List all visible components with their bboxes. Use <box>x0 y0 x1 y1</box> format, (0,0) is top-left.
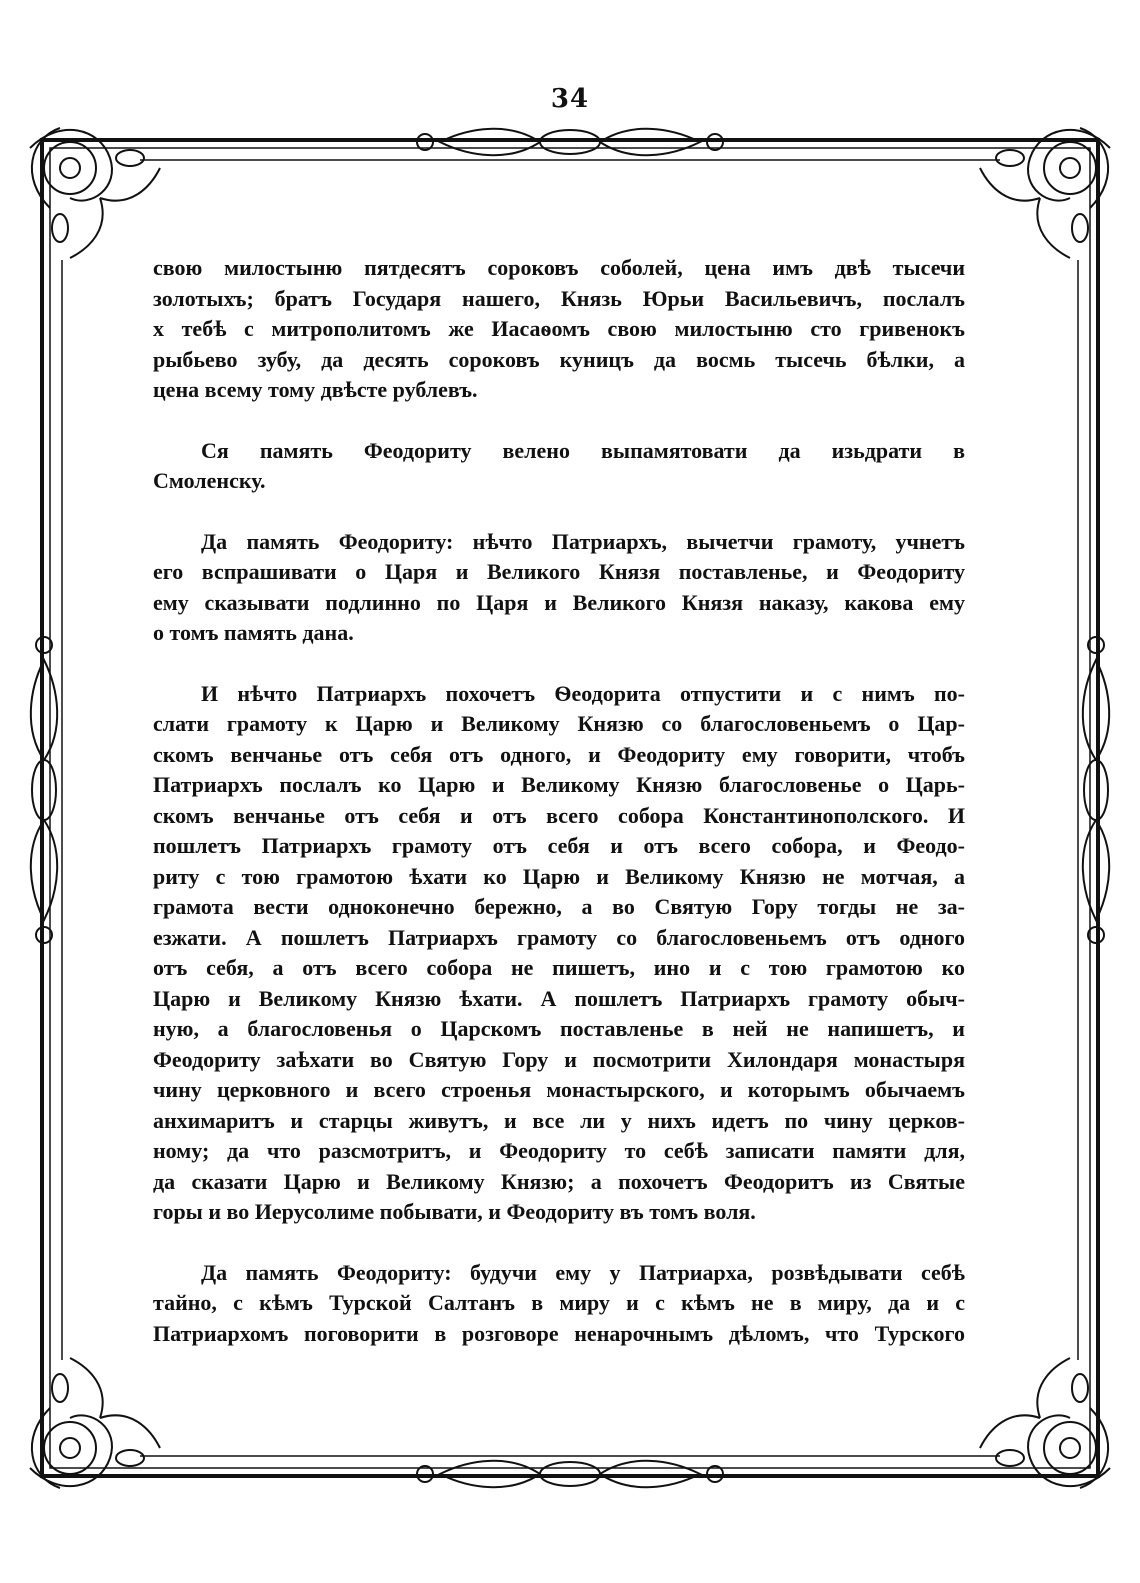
text-line: рыбьево зубу, да десять сороковъ куницъ да восмь тысечь бѣлки, а <box>153 346 965 372</box>
text-line: Патриархомъ поговорити в розговоре ненарочнымъ дѣломъ, что Турского <box>153 1320 965 1346</box>
text-line: И нѣчто Патриархъ похочетъ Ѳеодорита отпустити и с нимъ по- <box>201 680 965 706</box>
text-line: Смоленску. <box>153 468 266 493</box>
text-line: тайно, с кѣмъ Турской Салтанъ в миру и с кѣмъ не в миру, да и с <box>153 1290 965 1315</box>
text-line: х тебѣ с митрополитомъ же Иасаѳомъ свою милостыню сто гривенокъ <box>153 316 965 341</box>
text-line: Ся память Феодориту велено выпамятовати да изьдрати в <box>201 437 965 463</box>
text-line: горы и во Иерусолиме побывати, и Феодориту въ томъ воля. <box>153 1199 756 1224</box>
text-line: ному; да что разсмотритъ, и Феодориту то себѣ записати памяти для, <box>153 1138 965 1163</box>
text-line: риту с тою грамотою ѣхати ко Царю и Великому Князю не мотчая, а <box>153 863 965 889</box>
paragraph-3 <box>153 527 965 649</box>
page-number: 34 <box>550 84 590 114</box>
text-line: скомъ венчанье отъ себя отъ одного, и Феодориту ему говорити, чтобъ <box>153 741 965 767</box>
text-line: Феодориту заѣхати во Святую Гору и посмотрити Хилондаря монастыря <box>153 1046 965 1072</box>
text-line: его вспрашивати о Царя и Великого Князя поставленье, и Феодориту <box>153 559 965 584</box>
text-line: свою милостыню пятдесятъ сороковъ соболей, цена имъ двѣ тысечи <box>153 255 965 280</box>
text-line: Царю и Великому Князю ѣхати. А пошлетъ Патриархъ грамоту обыч- <box>153 985 965 1011</box>
text-line: о томъ память дана. <box>153 620 354 645</box>
text-line: золотыхъ; братъ Государя нашего, Князь Юрьи Васильевичъ, послалъ <box>153 285 965 311</box>
text-line: слати грамоту к Царю и Великому Князю со благословеньемъ о Цар- <box>153 711 965 736</box>
text-line: грамота вести одноконечно бережно, а во Святую Гору тогды не за- <box>153 894 965 919</box>
text-line: чину церковного и всего строенья монастырского, и которымъ обычаемъ <box>153 1077 965 1102</box>
text-line: скомъ венчанье отъ себя и отъ всего собора Константинополского. И <box>153 802 965 828</box>
text-line: анхимаритъ и старцы живутъ, и все ли у нихъ идетъ по чину церков- <box>153 1107 965 1133</box>
text-line: ную, а благословенья о Царскомъ поставленье в ней не напишетъ, и <box>153 1016 965 1041</box>
text-line: Да память Феодориту: будучи ему у Патриарха, розвѣдывати себѣ <box>201 1259 965 1285</box>
text-line: езжати. А пошлетъ Патриархъ грамоту со благословеньемъ отъ одного <box>153 924 965 950</box>
text-line: да сказати Царю и Великому Князю; а похочетъ Феодоритъ из Святые <box>153 1168 965 1194</box>
paragraph-5 <box>153 1258 965 1350</box>
text-line: цена всему тому двѣсте рублевъ. <box>153 377 478 402</box>
paragraph-1 <box>153 253 965 406</box>
document-body <box>153 253 965 1379</box>
text-line: Патриархъ послалъ ко Царю и Великому Князю благословенье о Царь- <box>153 772 965 797</box>
text-line: ему сказывати подлинно по Царя и Великого Князя наказу, какова ему <box>153 589 965 615</box>
text-line: отъ себя, а отъ всего собора не пишетъ, ино и с тою грамотою ко <box>153 955 965 980</box>
text-line: Да память Феодориту: нѣчто Патриархъ, вычетчи грамоту, учнетъ <box>201 528 965 554</box>
paragraph-4 <box>153 679 965 1228</box>
text-line: пошлетъ Патриархъ грамоту отъ себя и отъ всего собора, и Феодо- <box>153 833 965 858</box>
paragraph-2 <box>153 436 965 497</box>
